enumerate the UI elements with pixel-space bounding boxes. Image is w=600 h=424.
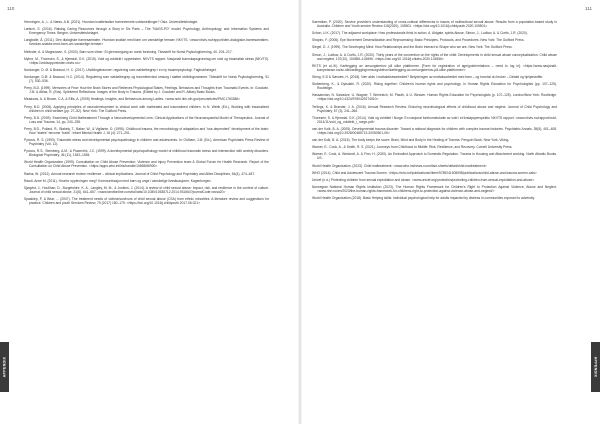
reference-entry: Pynoos, R. S. (1993). Traumatic stress and developmental psychopathology in children and adolescents. In: Oldham, J.M. (Ed.), American Psychiatric Press Review of Psychiatry (Vol. 12). [24, 138, 269, 147]
reference-entry: Hassannian, N. Saivadze, U. Wagner, T. Weinreich, M. Plauth, & U. Weaver. Human Rights Education for Psychologists (p. 107–125). London/New York: Routledge. <https://doi.org/10.4324/9780429274510> [312, 93, 557, 102]
reference-entry: van der Kolk, B. A. (2005). Developmental trauma disorder: Toward a rational diagnosis for children with complex trauma histories. Psychiatric Annals, 35(5), 401–408. <https://doi.org/10.3928/00485713-20050501-06> [312, 126, 557, 135]
reference-entry: WHO (2014). Child and Adolescent Trauma Screen. <https://who.int/publications/i/item/9789241505598/publications/child-abuse-and-trauma-screen-cats> [312, 170, 537, 175]
reference-entry: Norwegian National Human Rights Institution (2023). The Human Rights Framework for Children's Right to Protection Against Violence, Abuse and Neglect. <www.nhri.no/en/2023/the-human-rights-framework-for-childrens-right-to-protection-against-violence-abuse-and-neglect/> [312, 184, 557, 193]
reference-entry: World Health Organization (1999). Consultation on Child Abuse Prevention: Violence and Injury Prevention team & Global Forum for Health Research. Report of the Consultation on Child Abuse Prevention. <https://apps.who.int/iris/handle/10665/65900> [24, 160, 269, 169]
reference-entry: Shapiro, F. (2006). Eye Movement Desensitization and Reprocessing: Basic Principles, Protocols, and Procedures. New York: The Guilford Press. [312, 38, 525, 43]
reference-entry: Nordanger, D.Ø. & Braarud, H.C. (2014). Regulering som nøkkelbegrep og traumebevisst omsorg i støttet utviklingsrammer. Tidsskrift for Norsk Psykologforening, 51 (7), 530–536. [24, 74, 269, 84]
reference-entry: Saemdian, P. (2020). Service provider's understanding of cross-cultural differences in issues of multicultural sexual abuse: Results from a population-based study in Australia. Children and Youth service Review 118(2020), 105501. <https://doi.org/10.1016/j.childyouth.2020.105501> [312, 20, 557, 29]
reference-entry: Myhre, M., Thoresen, S., & Hjemdal, O.K. (2015). Vold og voldtekt i oppveksten. NKVTS rapport. Nasjonalt kunnskapsgrunnlag om vold og traumatisk stress (NKVTS). <https://voldsoppveksten.nkvts.no> [24, 56, 269, 65]
reference-entry: Simon, J., Ludlow, A. & Curtis, J.R. (2020). Thirty years of the convention on the rights of the child: Developments in child sexual abuse conceptualization. Child abuse and neglect, 107(10), 104556–104596. <https://doi.org/10.1016/j.chiabu.2020.104556> [312, 52, 557, 61]
page-number: 111 [585, 6, 592, 11]
reference-entry: Terlings, K. & Brander, J. A. (2016). Annual Research Review: Enduring neurobiological effects of childhood abuse and neglect. Journal of Child Psychology and Psychiatry, 57 (3), 241–266. [312, 104, 557, 113]
reference-entry: RKTS (et al.-III). Kartlegging av omsorgsbehov på ulike plattformer. [Form for registration of age/guide/relations – need to log in]. <https://www.nasjonalt-kompetanse.no/av-idk/kartlegging/omsorgsbehov/kartlegging-av-omsorgsbehov-på-ulike-plattformer/> [312, 63, 557, 72]
reference-entry: Spasklep, P. & Bear, ... (2007). The treatment needs of victims/survivors of child sexual abuse (CSA) from ethnic minorities: A literature review and suggestions for practice. Children and youth Services Review, 79 (2017) 180–175. <https://doi.org/10.1016/j.childyouth.2017.06.021> [24, 197, 269, 206]
reference-entry: Warner, E., Cook, A., & Smith, R. S. (2021). Journeys from Childhood to Midlife: Risk, Resilience, and Recovery. Cornell University Press. [312, 145, 513, 150]
reference-entry: World Health Organization. (2023). Child maltreatment. <www.who.int/news-room/fact-sheets/detail/child-maltreatment> [312, 163, 487, 168]
appendix-tab [0, 342, 9, 392]
reference-entry: Raudi, Anne M. (2011). Hvorfor opplevingen meg? Kommunikasjon med barn og unge i vanskelige livssituasjoner. Kagenborgen. [24, 178, 212, 183]
reference-entry: Siegel, D. J. (1999). The Developing Mind: How Relationships and the Brain Interact to Shape who we are. New York: The Guilford Press. [312, 45, 513, 50]
reference-list [24, 20, 269, 208]
appendix-tab-label: APPENDIX [593, 356, 598, 378]
reference-entry: World Health Organization (2018). Basic Helping skills: Individual psychological help for adults impacted by distress in communities exposed to adversity. [312, 196, 535, 201]
page-number: 110 [7, 6, 15, 11]
reference-entry: Stoltenberg, K., & Dytsdahl, R. (2020). Rising together: Children's human rights and psychology. In Human Rights Education for Psychologists (pp. 107–125). Routledge. [312, 82, 557, 91]
reference-entry: van der Kolk, B. A. (2015). The body keeps the score: Brain, Mind and Body in the Healing of Trauma. Penguin Book. New York: Viking. [312, 138, 510, 143]
reference-entry: Perry, B.D., Pollard, R., Blakely, T., Baker, W., & Vigilante, D. (1995). Childhood trauma, the neurobiology of adaptation and "use-dependent" development of the brain: How "states" become "traits". Infant Mental Health J, 16 (4): 271–291. [24, 126, 269, 135]
reference-entry: Rørbø, W. (2012). Annual research review: resilience – clinical implications. Journal of Child Psychology and Psychiatry and Allied Disciplines, 54(4), 474–487. [24, 171, 256, 176]
reference-entry: Langballe, Å. (2011). Den dialogiske barnesamtalen. Hvordan snakke med barn om vanskelige temaer. NKVTS. <www.nkvts.no/rapport/den-dialogiske-barnesamtalen-hvordan-snakke-med-barn-om-vanskelige-temaer> [24, 38, 269, 47]
right-page [300, 0, 600, 424]
reference-entry: Warner, E. Cook, A. Westcott, A. & Finn, H. (2020). An Embodied Approach to Domestic Regulation. Trauma in Housing and Attachment working. North Atlantic Books. US. [312, 152, 557, 161]
reference-list [312, 20, 557, 203]
appendix-tab [591, 342, 600, 392]
reference-entry: Thoresen, S. & Hjemdal, O.K. (2014). Vold og voldtekt i Norge: En nasjonal forekomststudie av vold i et livsløpsperspektiv. NKVTS rapport. <www.nkvts.no/rapport/vold-2014/11/vold_og_voldtekt_i_norge.pdf> [312, 115, 557, 124]
reference-entry: Steng, E.D & Sørnæs, H. (2018). Vær aktiv i mottakelsesarbeidet? Betydningen av mottaksarbeidet med barn – og hvordal du bruker – Debatt og hjelpestoffer. [312, 74, 544, 79]
reference-entry: Perry, B.D. (2006). Applying principles of neurodevelopment to clinical work with maltreated and traumatized children. In N. Webb (Ed.), Working with traumatized children in child welfare (pp. 27–52). New York: The Guilford Press. [24, 104, 269, 113]
reference-entry: Henningen, A., L. & Næss, A.B. (2021). Hvordan kvalitetssikre barnevernets voldsmeldinger? Oslo: Universitetsforlaget. [24, 20, 199, 24]
reference-entry: Nordanger, D. Ø. & Braarud, H. C. (2017). Utviklingstraumer: regulering som nøkkelbegrep i en ny traumepsykologi. Fagbokforlaget. [24, 67, 217, 72]
reference-entry: Sjøqvist, J., Houlihan, D., Burgetshire, K. A., Langley, M. M., & Junkins, J. (2014). A review of child sexual abuse: Impact, risk, and resilience in the context of culture. Journal of child sexual abuse, 21(6), 641–657. <www.tandfonline.com/doi/abs/10.1080/10538712.2014.931663?journalCode=wcsa20> [24, 185, 269, 194]
appendix-tab-label: APPENDIX [2, 356, 7, 378]
reference-entry: Schon, U.K. (2017). The adjacent workplace: How professionals think in action. A. Aldgate, spirits Abuse, Simon, J., Ludlow, A. & Curtis, J.R. (2020). [312, 31, 528, 36]
reference-entry: Perry, B.D. (2009). Examining Child Maltreatment Through a Neurodevelopmental Lens: Clinical Applications of the Neurosequential Model of Therapeutics. Journal of Loss and Trauma, 14, pp. 240–255. [24, 115, 269, 124]
reference-entry: Lætsch, S. (2016). Raising Caring Resources through a Story in Six Parts – The "NAGS-PO" model. Psychology, Anthropology, and Information Systems and Emergency Times. Bergen: Universitetsforlaget. [24, 27, 269, 36]
reference-entry: Pynoos, R.S., Steinberg, A.M., & Piacentini, J.C. (1999). A developmental psychopathology model of childhood traumatic stress and intersection with anxiety disorders. Biological Psychiatry, 46 (11), 1542–1554. [24, 149, 269, 158]
reference-entry: Unicef (n.d.) Protecting children from sexual exploitation and abuse. <www.unicef.org/protection/protecting-children-from-sexual-exploitation-and-abuse> [312, 177, 535, 182]
reference-entry: Meadows, A. & Brown, C.A. & Ellis, A. (2005) Healings, Insights, and Behaviours among Ladies. <www.ncbi.nlm.nih.gov/pmc/articles/PMC1760386> [24, 97, 241, 102]
reference-entry: Perry, B.D. (1999). Memories of Fear: How the Brain Stores and Retrieves Physiological States, Feelings, Behaviors and Thoughts from Traumatic Events. In: Goodwin, J.M. & Attias, R. (Eds). Splintered Reflections: Images of the Body in Trauma. (Edited by J. Goodwin and R. Attias) Basic Books. [24, 86, 269, 95]
reference-entry: Melinder, A. & Magnussen, S. (2003). Barn som vitner: Et giennomgang av norsk forskning. Tidsskrift for Norsk Psykologforening, 40, 204–217. [24, 49, 233, 54]
